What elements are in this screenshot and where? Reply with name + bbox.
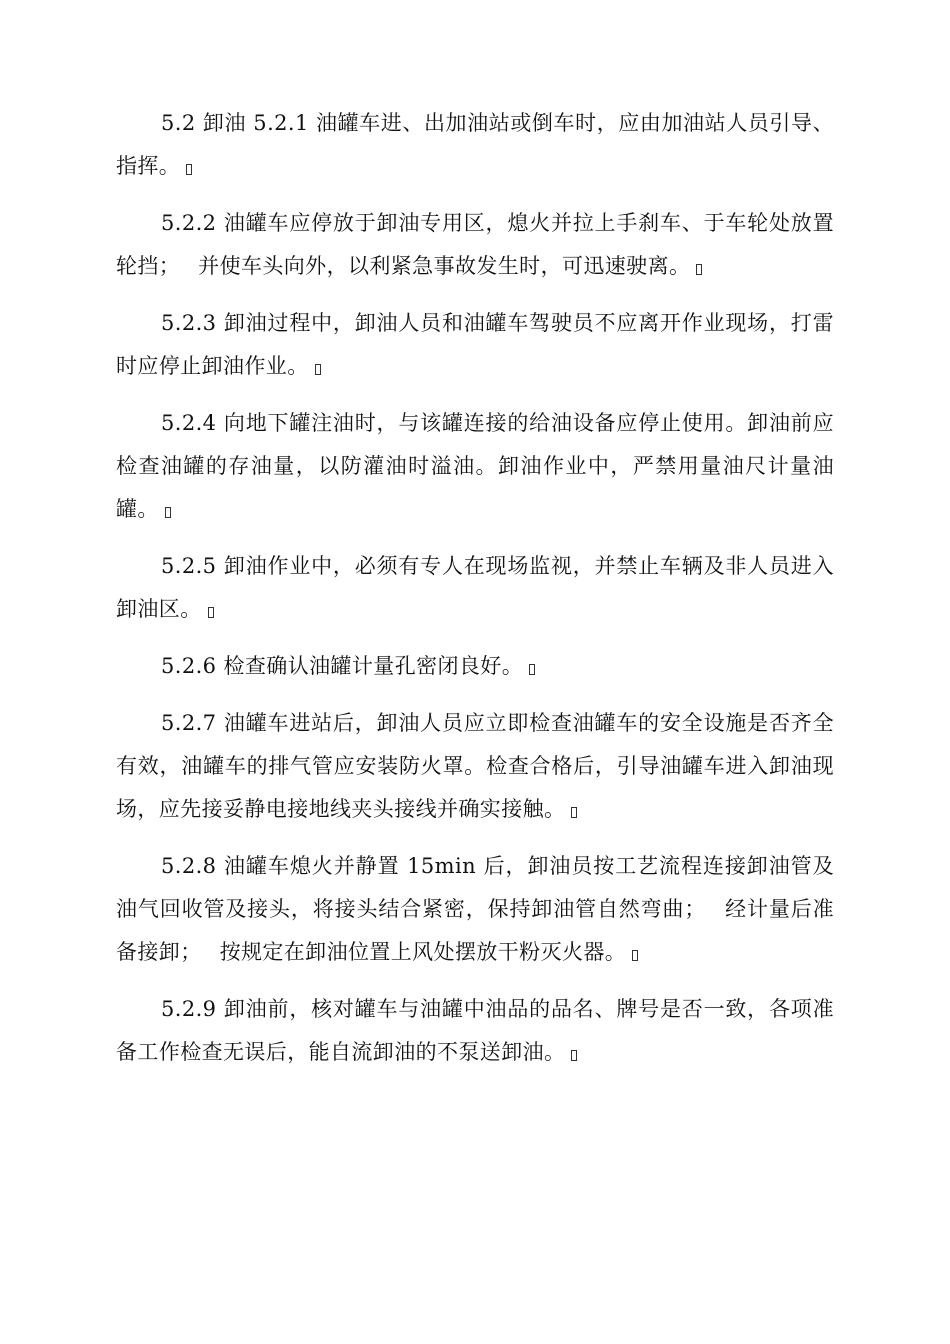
paragraph-mark-icon bbox=[165, 507, 171, 518]
paragraph-mark-icon bbox=[632, 950, 638, 961]
paragraph-text: 5.2.9 卸油前，核对罐车与油罐中油品的品名、牌号是否一致，各项准备工作检查无误后，能自流卸油的不泵送卸油。 bbox=[116, 997, 834, 1064]
paragraph-5-2-4 bbox=[116, 402, 834, 531]
paragraph-5-2-2 bbox=[116, 202, 834, 288]
paragraph-5-2-8 bbox=[116, 845, 834, 974]
paragraph-text: 5.2.4 向地下罐注油时，与该罐连接的给油设备应停止使用。卸油前应检查油罐的存油量，以防灌油时溢油。卸油作业中，严禁用量油尺计量油罐。 bbox=[116, 411, 834, 521]
paragraph-5-2-3 bbox=[116, 302, 834, 388]
paragraph-5-2-6 bbox=[116, 645, 834, 688]
paragraph-text: 5.2.8 油罐车熄火并静置 15min 后，卸油员按工艺流程连接卸油管及油气回收管及接头，将接头结合紧密，保持卸油管自然弯曲； 经计量后准备接卸； 按规定在卸油位置上风处摆放干粉灭火器。 bbox=[116, 854, 834, 964]
paragraph-mark-icon bbox=[529, 664, 535, 675]
paragraph-text: 5.2.5 卸油作业中，必须有专人在现场监视，并禁止车辆及非人员进入卸油区。 bbox=[116, 554, 834, 621]
document-body bbox=[116, 102, 834, 1088]
paragraph-5-2-5 bbox=[116, 545, 834, 631]
paragraph-mark-icon bbox=[571, 807, 577, 818]
paragraph-mark-icon bbox=[186, 164, 192, 175]
paragraph-5-2-7 bbox=[116, 702, 834, 831]
paragraph-5-2-9 bbox=[116, 988, 834, 1074]
paragraph-mark-icon bbox=[696, 264, 702, 275]
paragraph-text: 5.2 卸油 5.2.1 油罐车进、出加油站或倒车时，应由加油站人员引导、指挥。 bbox=[116, 111, 834, 178]
paragraph-text: 5.2.6 检查确认油罐计量孔密闭良好。 bbox=[161, 654, 524, 678]
paragraph-text: 5.2.3 卸油过程中，卸油人员和油罐车驾驶员不应离开作业现场，打雷时应停止卸油作业。 bbox=[116, 311, 834, 378]
paragraph-mark-icon bbox=[571, 1050, 577, 1061]
paragraph-text: 5.2.7 油罐车进站后，卸油人员应立即检查油罐车的安全设施是否齐全有效，油罐车的排气管应安装防火罩。检查合格后，引导油罐车进入卸油现场，应先接妥静电接地线夹头接线并确实接触。 bbox=[116, 711, 834, 821]
paragraph-5-2-1 bbox=[116, 102, 834, 188]
paragraph-mark-icon bbox=[315, 364, 321, 375]
paragraph-mark-icon bbox=[208, 607, 214, 618]
paragraph-text: 5.2.2 油罐车应停放于卸油专用区，熄火并拉上手刹车、于车轮处放置轮挡； 并使车头向外，以利紧急事故发生时，可迅速驶离。 bbox=[116, 211, 834, 278]
